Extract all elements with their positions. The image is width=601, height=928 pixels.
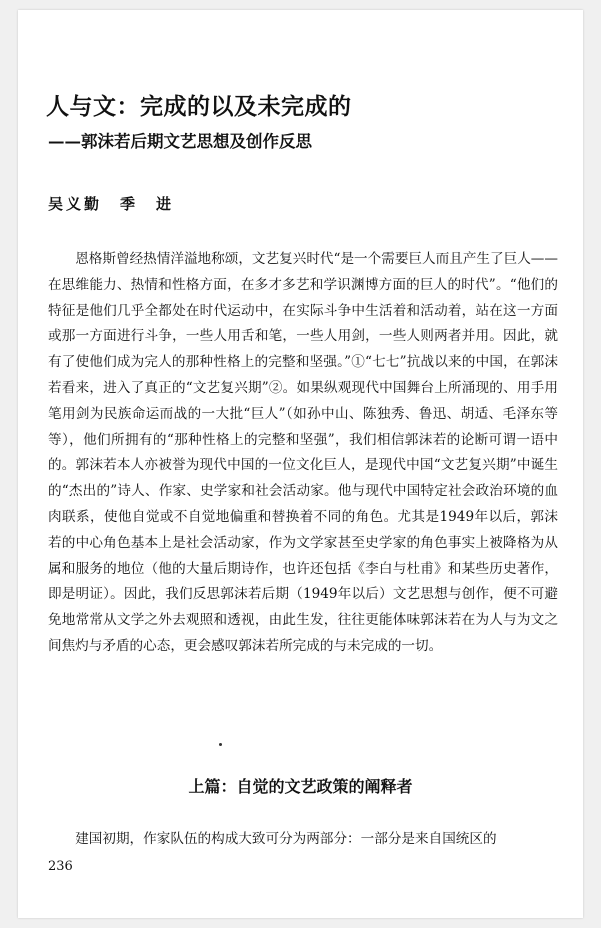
stray-mark <box>219 743 222 746</box>
intro-paragraph: 恩格斯曾经热情洋溢地称颂，文艺复兴时代“是一个需要巨人而且产生了巨人——在思维能力、热情和性格方面，在多才多艺和学识渊博方面的巨人的时代”。“他们的特征是他们几乎全都处在时代运动中，在实际斗争中生活着和活动着，站在这一方面或那一方面进行斗争，一些人用舌和笔，一些人用剑，一些人则两者并用。因此，就有了使他们成为完人的那种性格上的完整和坚强。”①“七七”抗战以来的中国，在郭沫若看来，进入了真正的“文艺复兴期”②。如果纵观现代中国舞台上所涌现的、用手用笔用剑为民族命运而战的一大批“巨人”（如孙中山、陈独秀、鲁迅、胡适、毛泽东等等），他们所拥有的“那种性格上的完整和坚强”，我们相信郭沫若的论断可谓一语中的。郭沫若本人亦被誉为现代中国的一位文化巨人，是现代中国“文艺复兴期”中诞生的“杰出的”诗人、作家、史学家和社会活动家。他与现代中国特定社会政治环境的血肉联系，使他自觉或不自觉地偏重和替换着不同的角色。尤其是1949年以后，郭沫若的中心角色基本上是社会活动家，作为文学家甚至史学家的角色事实上被降格为从属和服务的地位（他的大量后期诗作，也许还包括《李白与杜甫》和某些历史著作，即是明证）。因此，我们反思郭沫若后期（1949年以后）文艺思想与创作，便不可避免地常常从文学之外去观照和透视，由此生发，往往更能体味郭沫若在为人与为文之间焦灼与矛盾的心态，更会感叹郭沫若所完成的与未完成的一切。 <box>48 251 558 654</box>
body-text <box>48 247 558 660</box>
article-title: 人与文：完成的以及未完成的 <box>46 93 352 120</box>
section-body <box>48 827 558 853</box>
section-paragraph: 建国初期，作家队伍的构成大致可分为两部分：一部分是来自国统区的 <box>75 831 497 847</box>
page-number: 236 <box>48 859 73 874</box>
section-heading: 上篇：自觉的文艺政策的阐释者 <box>188 777 413 796</box>
authors: 吴义勤 季 进 <box>48 195 175 213</box>
article-subtitle: ——郭沫若后期文艺思想及创作反思 <box>48 132 312 151</box>
